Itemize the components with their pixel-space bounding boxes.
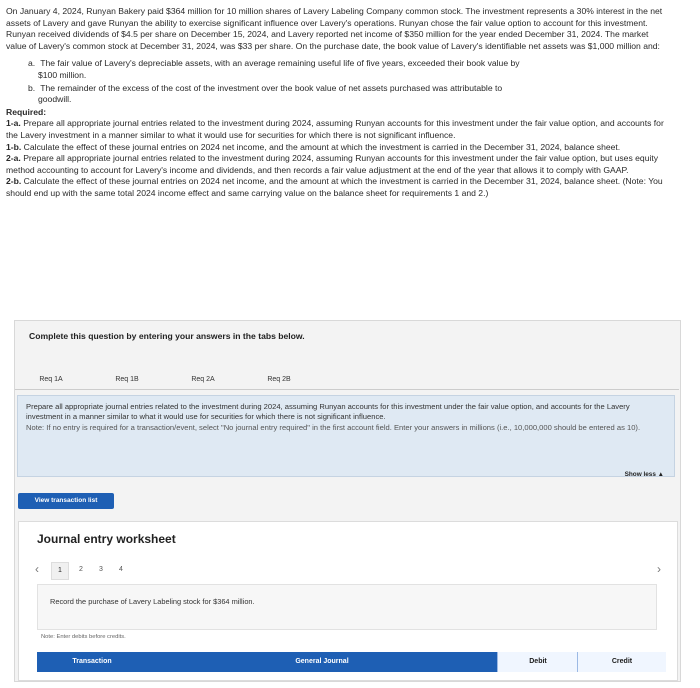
tab-req-2b[interactable]: Req 2B [267, 376, 291, 383]
page-4[interactable]: 4 [119, 566, 123, 573]
condition-a [28, 58, 666, 81]
next-page-icon[interactable]: › [657, 562, 661, 576]
requirement-2a [6, 153, 666, 176]
requirement-code: 1-a. [6, 118, 21, 129]
tab-req-2a[interactable]: Req 2A [191, 376, 215, 383]
record-prompt-text: Record the purchase of Lavery Labeling stock for $364 million. [50, 597, 255, 606]
condition-text-cont: goodwill. [38, 94, 72, 105]
tab-instruction-text: Prepare all appropriate journal entries related to the investment during 2024, assuming Runyan accounts for this investment under the fair value option, and accounts for the Lavery investment in a manner similar to what it would use for securities for which there is not significant influence. [26, 402, 630, 421]
requirement-text: Prepare all appropriate journal entries related to the investment during 2024, assuming Runyan accounts for this investment under the fair value option, but uses equity method accounting to account for Lavery's income and dividends, and then records a fair value adjustment at the end of the year that allows it to comply with GAAP. [6, 153, 659, 175]
requirement-text: Calculate the effect of these journal entries on 2024 net income, and the amount at which the investment is carried in the December 31, 2024, balance sheet. [23, 141, 621, 152]
problem-intro: On January 4, 2024, Runyan Bakery paid $364 million for 10 million shares of Lavery Labeling Company common stock. The investment represents a 30% interest in the net assets of Lavery and gave Runyan the ability to exercise significant influence over Lavery's operations. Runyan chose the fair value option to account for this investment. Runyan received dividends of $4.5 per share on December 15, 2024, and Lavery reported net income of $350 million for the year ended December 31, 2024. The market value of Lavery's common stock at December 31, 2024, was $33 per share. On the purchase date, the book value of Lavery's identifiable net assets was $1,000 million and: [6, 6, 663, 51]
tab-instruction-box [17, 395, 675, 477]
requirement-code: 2-a. [6, 153, 21, 164]
worksheet-pager [31, 562, 671, 578]
page-2[interactable]: 2 [79, 566, 83, 573]
show-less-toggle[interactable]: Show less ▲ [624, 471, 664, 478]
page-1[interactable]: 1 [51, 562, 69, 580]
prev-page-icon[interactable]: ‹ [35, 562, 39, 576]
column-debit: Debit [497, 652, 578, 672]
condition-text-cont: $100 million. [38, 69, 87, 80]
requirement-1b [6, 142, 666, 154]
complete-instructions: Complete this question by entering your answers in the tabs below. [29, 331, 305, 341]
condition-label: b. [28, 82, 36, 93]
requirement-tabs [15, 369, 679, 389]
column-general-journal: General Journal [147, 652, 497, 672]
debits-note: Note: Enter debits before credits. [41, 634, 126, 640]
required-heading: Required: [6, 106, 47, 117]
column-transaction: Transaction [37, 652, 147, 672]
journal-table-header [37, 652, 665, 672]
view-transaction-list-button[interactable]: View transaction list [18, 493, 114, 509]
journal-entry-worksheet [18, 521, 678, 681]
requirement-2b [6, 176, 666, 199]
tab-instruction-note: Note: If no entry is required for a transaction/event, select "No journal entry required" in the first account field. Enter your answers in millions (i.e., 10,000,000 should be entered as 10). [26, 423, 641, 432]
condition-b [28, 83, 666, 106]
record-prompt-box [37, 584, 657, 630]
page-3[interactable]: 3 [99, 566, 103, 573]
tab-divider [15, 389, 679, 390]
conditions-list [28, 58, 666, 105]
condition-text: The remainder of the excess of the cost of the investment over the book value of net assets purchased was attributable to [40, 82, 503, 93]
requirement-text: Calculate the effect of these journal entries on 2024 net income, and the amount at which the investment is carried in the December 31, 2024, balance sheet. (Note: You should end up with the same total 2024 income effect and same carrying value on the balance sheet for requirements 1 and 2.) [6, 176, 663, 198]
tab-req-1a[interactable]: Req 1A [39, 376, 63, 383]
condition-text: The fair value of Lavery's depreciable assets, with an average remaining useful life of five years, exceeded their book value by [40, 58, 520, 69]
condition-label: a. [28, 58, 36, 69]
requirement-code: 1-b. [6, 141, 22, 152]
tab-req-1b[interactable]: Req 1B [115, 376, 139, 383]
column-credit: Credit [577, 652, 666, 672]
requirement-code: 2-b. [6, 176, 22, 187]
problem-statement [6, 6, 666, 200]
requirement-1a [6, 118, 666, 141]
worksheet-title: Journal entry worksheet [37, 532, 176, 546]
requirement-text: Prepare all appropriate journal entries related to the investment during 2024, assuming Runyan accounts for this investment under the fair value option, and accounts for the Lavery investment in a manner similar to what it would use for securities for which there is not significant influence. [6, 118, 664, 140]
answer-panel [14, 320, 681, 682]
